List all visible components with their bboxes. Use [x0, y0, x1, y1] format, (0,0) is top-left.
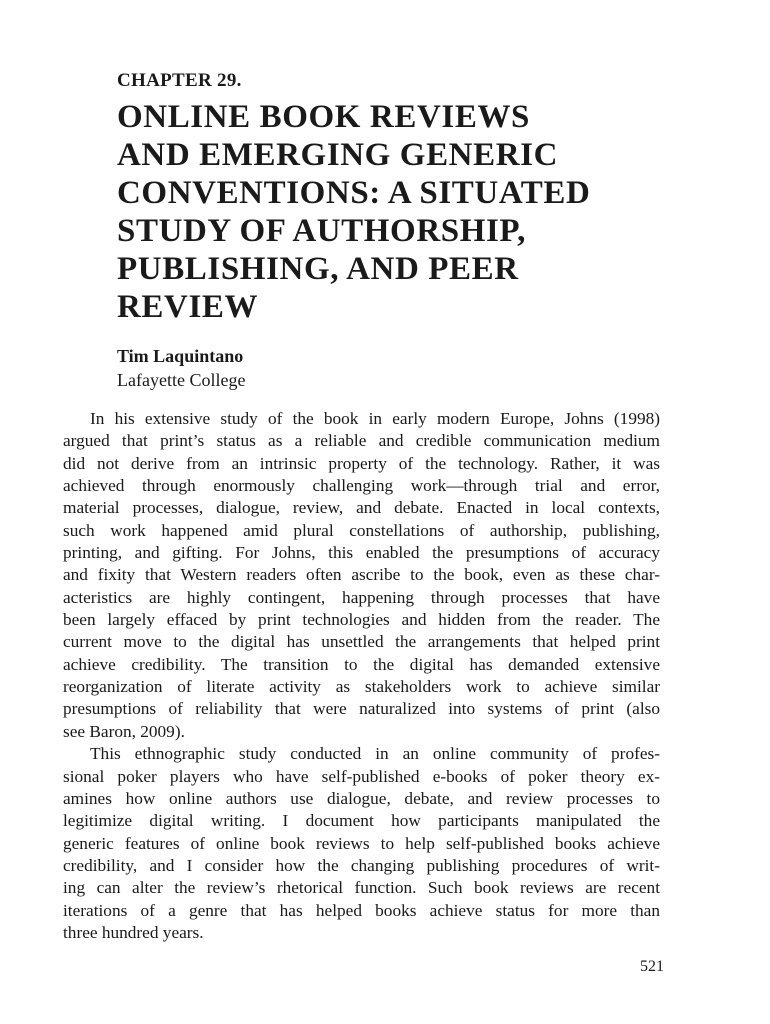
text-line: and fixity that Western readers often ascribe to the book, even as these char- — [63, 565, 660, 585]
page-number: 521 — [640, 958, 664, 975]
text-line: current move to the digital has unsettled the arrangements that helped print — [63, 632, 660, 652]
text-line: three hundred years. — [63, 922, 204, 942]
body-text — [63, 408, 660, 944]
author-affiliation: Lafayette College — [117, 370, 246, 390]
text-line: This ethnographic study conducted in an online community of profes- — [90, 744, 660, 764]
text-line: did not derive from an intrinsic property of the technology. Rather, it was — [63, 453, 660, 473]
text-line: In his extensive study of the book in early modern Europe, Johns (1998) — [90, 409, 660, 428]
paragraph — [63, 743, 660, 944]
text-line: iterations of a genre that has helped books achieve status for more than — [63, 900, 660, 920]
text-line: ing can alter the review’s rhetorical function. Such book reviews are recent — [63, 878, 660, 898]
text-line: see Baron, 2009). — [63, 721, 185, 741]
text-line: been largely effaced by print technologies and hidden from the reader. The — [63, 610, 660, 630]
chapter-title-line: PUBLISHING, AND PEER — [117, 251, 519, 287]
text-line: generic features of online book reviews to help self-published books achieve — [63, 833, 660, 853]
paragraph — [63, 408, 660, 743]
text-line: presumptions of reliability that were naturalized into systems of print (also — [63, 699, 660, 719]
text-line: achieve credibility. The transition to the digital has demanded extensive — [63, 654, 660, 674]
text-line: legitimize digital writing. I document how participants manipulated the — [63, 811, 660, 831]
chapter-label: CHAPTER 29. — [117, 70, 242, 91]
text-line: credibility, and I consider how the changing publishing procedures of writ- — [63, 855, 660, 875]
text-line: acteristics are highly contingent, happening through processes that have — [63, 587, 660, 607]
author-name: Tim Laquintano — [117, 346, 244, 366]
text-line: printing, and gifting. For Johns, this enabled the presumptions of accuracy — [63, 543, 660, 563]
text-line: amines how online authors use dialogue, debate, and review processes to — [63, 788, 660, 808]
text-line: such work happened amid plural constellations of authorship, publishing, — [63, 520, 660, 540]
chapter-title-line: ONLINE BOOK REVIEWS — [117, 99, 530, 135]
chapter-title-line: STUDY OF AUTHORSHIP, — [117, 213, 526, 249]
text-line: sional poker players who have self-published e-books of poker theory ex- — [63, 766, 660, 786]
chapter-title — [117, 98, 677, 326]
chapter-title-line: AND EMERGING GENERIC — [117, 137, 559, 173]
chapter-title-line: CONVENTIONS: A SITUATED — [117, 175, 591, 211]
text-line: achieved through enormously challenging work—through trial and error, — [63, 476, 660, 496]
text-line: material processes, dialogue, review, and debate. Enacted in local contexts, — [63, 498, 660, 518]
text-line: reorganization of literate activity as stakeholders work to achieve similar — [63, 677, 660, 697]
text-line: argued that print’s status as a reliable and credible communication medium — [63, 431, 660, 451]
chapter-title-line: REVIEW — [117, 289, 259, 325]
